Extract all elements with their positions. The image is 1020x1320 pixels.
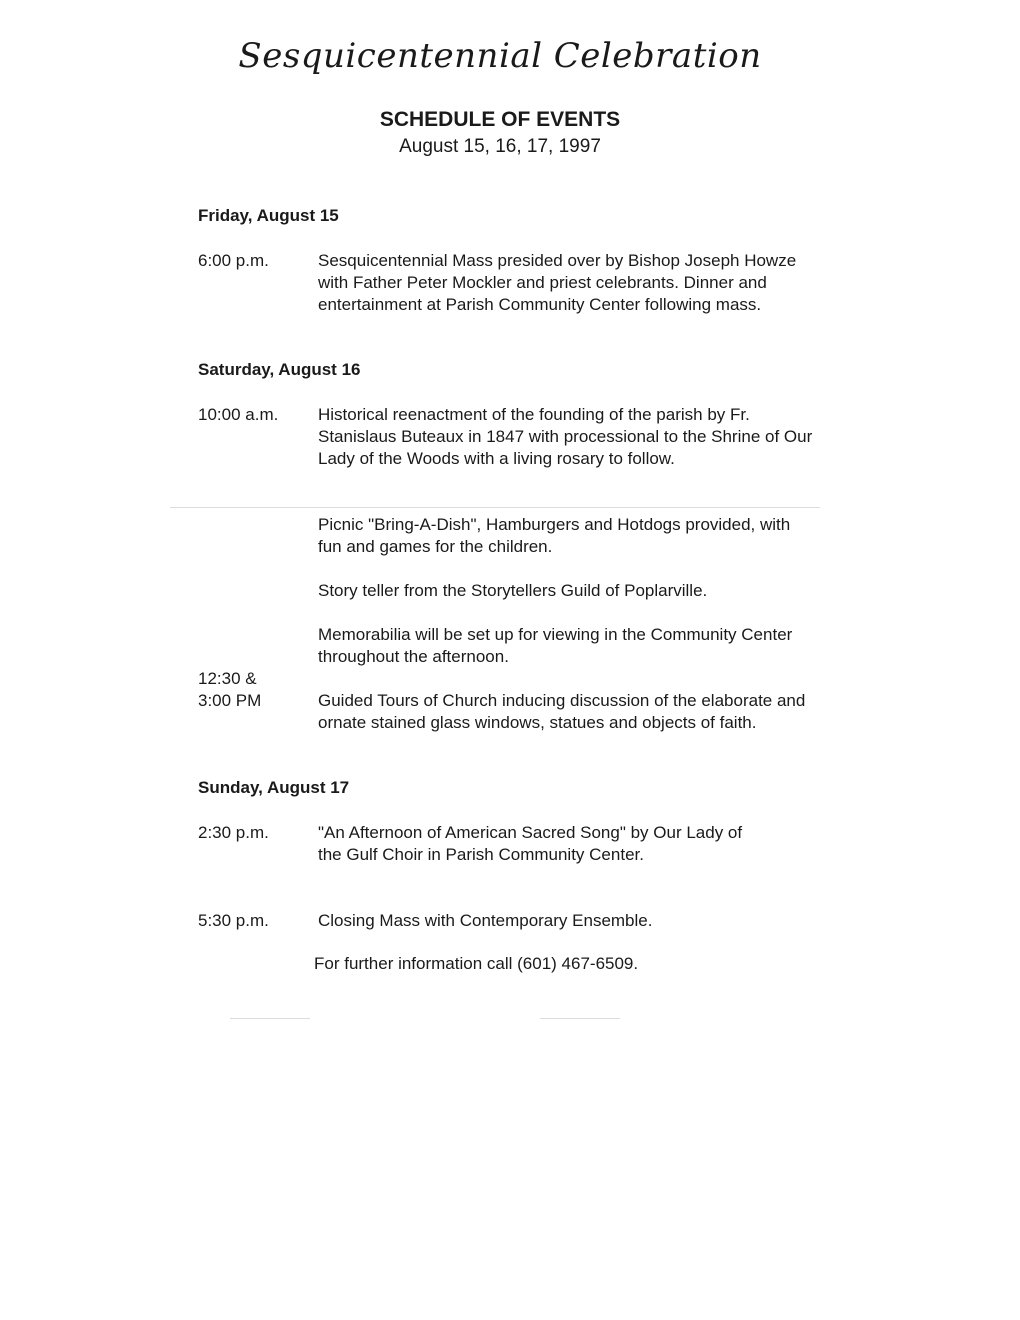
event-time: 5:30 p.m. <box>198 911 269 930</box>
day-heading-sunday: Sunday, August 17 <box>198 778 350 797</box>
event-time: 10:00 a.m. <box>198 405 279 424</box>
event-description: Guided Tours of Church inducing discussion of the elaborate and ornate stained glass windows, statues and objects of faith. <box>318 691 806 732</box>
day-heading-saturday: Saturday, August 16 <box>198 360 361 379</box>
day-heading-friday: Friday, August 15 <box>198 206 339 225</box>
event-description: Story teller from the Storytellers Guild of Poplarville. <box>318 581 708 600</box>
event-description: Sesquicentennial Mass presided over by Bishop Joseph Howze with Father Peter Mockler and priest celebrants. Dinner and entertainment at Parish Community Center following mass. <box>318 251 797 314</box>
event-time: 12:30 & <box>198 669 257 688</box>
event-description: Picnic "Bring-A-Dish", Hamburgers and Hotdogs provided, with fun and games for the children. <box>318 515 791 556</box>
event-description: Historical reenactment of the founding of the parish by Fr. Stanislaus Buteaux in 1847 with processional to the Shrine of Our Lady of the Woods with a living rosary to follow. <box>318 405 813 468</box>
event-time: 6:00 p.m. <box>198 251 269 270</box>
event-time: 2:30 p.m. <box>198 823 269 842</box>
page-title: Sesquicentennial Celebration <box>238 36 762 76</box>
event-dates: August 15, 16, 17, 1997 <box>399 136 601 157</box>
event-time: 3:00 PM <box>198 691 262 710</box>
event-description: "An Afternoon of American Sacred Song" by Our Lady of the Gulf Choir in Parish Community Center. <box>318 823 743 864</box>
scan-artifact-line <box>170 507 820 508</box>
contact-info: For further information call (601) 467-6509. <box>314 954 639 973</box>
event-description: Memorabilia will be set up for viewing in the Community Center throughout the afternoon. <box>318 625 793 666</box>
event-description: Closing Mass with Contemporary Ensemble. <box>318 911 653 930</box>
scan-artifact-line <box>230 1018 310 1019</box>
scan-artifact-line <box>540 1018 620 1019</box>
schedule-subtitle: SCHEDULE OF EVENTS <box>379 108 621 131</box>
